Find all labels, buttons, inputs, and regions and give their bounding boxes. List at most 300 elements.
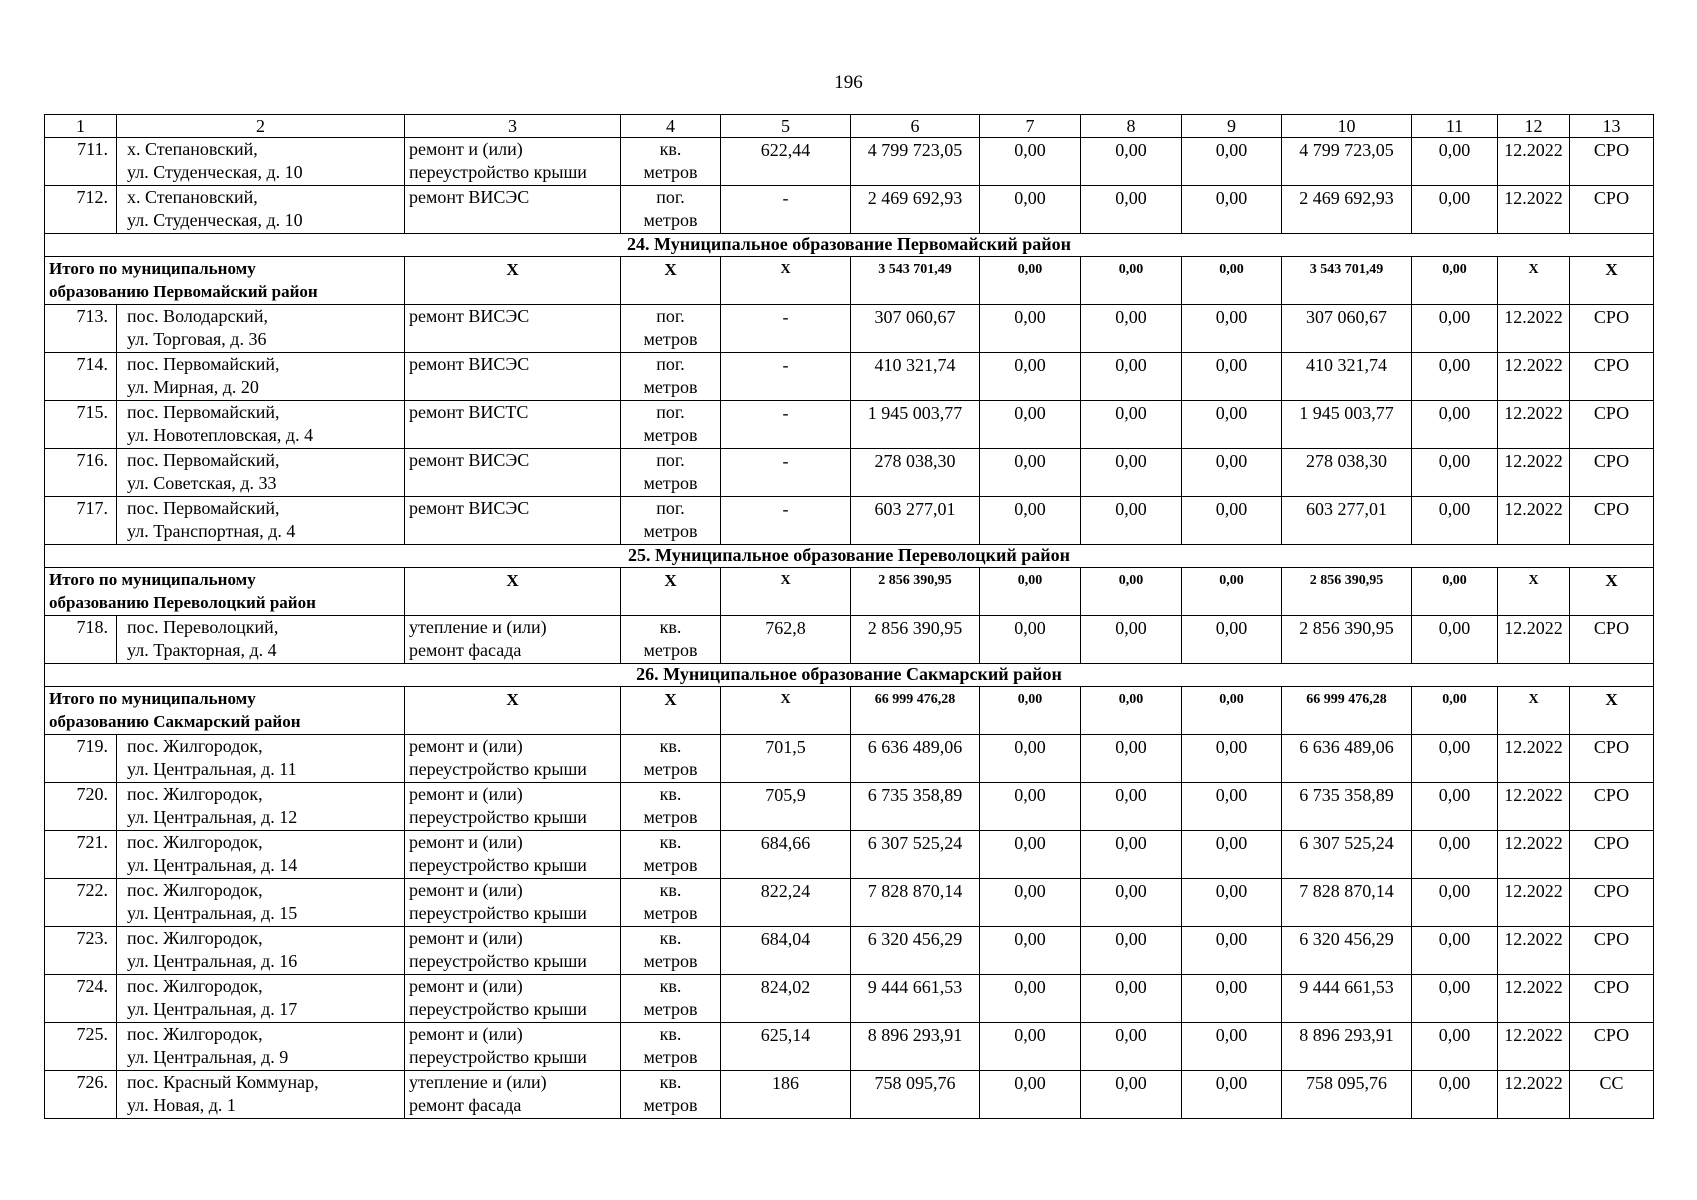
method: СС	[1570, 1071, 1654, 1119]
row-number: 722.	[45, 879, 117, 927]
completion-date: 12.2022	[1498, 879, 1570, 927]
subtotal-col7: 0,00	[980, 257, 1081, 305]
quantity: 684,04	[721, 927, 851, 975]
completion-date: 12.2022	[1498, 353, 1570, 401]
work-type-line: переустройство крыши	[409, 999, 587, 1019]
col11-value: 0,00	[1412, 138, 1498, 186]
col10-value: 307 060,67	[1282, 305, 1412, 353]
method: СРО	[1570, 401, 1654, 449]
unit-line: кв.	[659, 880, 682, 900]
address-street: ул. Тракторная, д. 4	[127, 640, 277, 660]
completion-date: 12.2022	[1498, 186, 1570, 234]
unit-line: пог.	[656, 402, 685, 422]
quantity: -	[721, 497, 851, 545]
completion-date: 12.2022	[1498, 831, 1570, 879]
method: СРО	[1570, 1023, 1654, 1071]
completion-date: 12.2022	[1498, 783, 1570, 831]
column-header: 3	[405, 115, 621, 138]
col9-value: 0,00	[1182, 616, 1282, 664]
address-street: ул. Мирная, д. 20	[127, 377, 259, 397]
work-type-line: ремонт и (или)	[409, 928, 523, 948]
total-cost: 6 735 358,89	[851, 783, 980, 831]
work-type-cell	[405, 186, 621, 234]
col9-value: 0,00	[1182, 401, 1282, 449]
capital-repair-table-container	[44, 114, 1653, 1119]
completion-date: 12.2022	[1498, 401, 1570, 449]
address-cell	[117, 497, 405, 545]
address-locality: пос. Володарский,	[127, 306, 268, 326]
subtotal-row	[45, 568, 1654, 616]
unit-cell	[621, 735, 721, 783]
col8-value: 0,00	[1081, 831, 1182, 879]
total-cost: 278 038,30	[851, 449, 980, 497]
address-street: ул. Центральная, д. 12	[127, 807, 298, 827]
col11-value: 0,00	[1412, 831, 1498, 879]
address-cell	[117, 305, 405, 353]
address-cell	[117, 975, 405, 1023]
subtotal-label-line: Итого по муниципальному	[49, 689, 256, 708]
col10-value: 6 307 525,24	[1282, 831, 1412, 879]
subtotal-col11: 0,00	[1412, 568, 1498, 616]
table-row	[45, 305, 1654, 353]
col10-value: 758 095,76	[1282, 1071, 1412, 1119]
col8-value: 0,00	[1081, 1023, 1182, 1071]
subtotal-label	[45, 257, 405, 305]
address-locality: пос. Переволоцкий,	[127, 617, 279, 637]
quantity: 705,9	[721, 783, 851, 831]
unit-line: кв.	[659, 976, 682, 996]
method: СРО	[1570, 783, 1654, 831]
col10-value: 603 277,01	[1282, 497, 1412, 545]
address-locality: пос. Жилгородок,	[127, 976, 263, 996]
unit-line: кв.	[659, 736, 682, 756]
col7-value: 0,00	[980, 879, 1081, 927]
subtotal-col9: 0,00	[1182, 568, 1282, 616]
work-type-line: утепление и (или)	[409, 617, 547, 637]
total-cost: 603 277,01	[851, 497, 980, 545]
quantity: 622,44	[721, 138, 851, 186]
subtotal-label	[45, 687, 405, 735]
unit-cell	[621, 497, 721, 545]
quantity: -	[721, 449, 851, 497]
section-title: 26. Муниципальное образование Сакмарский район	[45, 664, 1654, 687]
subtotal-col9: 0,00	[1182, 257, 1282, 305]
address-locality: пос. Первомайский,	[127, 450, 280, 470]
address-street: ул. Новая, д. 1	[127, 1095, 236, 1115]
unit-line: метров	[643, 999, 698, 1019]
work-type-line: ремонт фасада	[409, 1095, 522, 1115]
total-cost: 758 095,76	[851, 1071, 980, 1119]
col8-value: 0,00	[1081, 1071, 1182, 1119]
unit-line: кв.	[659, 832, 682, 852]
col8-value: 0,00	[1081, 879, 1182, 927]
quantity: 684,66	[721, 831, 851, 879]
method: СРО	[1570, 735, 1654, 783]
address-cell	[117, 735, 405, 783]
unit-cell	[621, 1071, 721, 1119]
col7-value: 0,00	[980, 783, 1081, 831]
work-type-cell	[405, 616, 621, 664]
row-number: 717.	[45, 497, 117, 545]
col11-value: 0,00	[1412, 401, 1498, 449]
col11-value: 0,00	[1412, 735, 1498, 783]
work-type-cell	[405, 735, 621, 783]
col9-value: 0,00	[1182, 1023, 1282, 1071]
address-cell	[117, 1023, 405, 1071]
col11-value: 0,00	[1412, 783, 1498, 831]
row-number: 721.	[45, 831, 117, 879]
section-header-row	[45, 664, 1654, 687]
row-number: 718.	[45, 616, 117, 664]
subtotal-label-line: образованию Сакмарский район	[49, 712, 301, 731]
total-cost: 9 444 661,53	[851, 975, 980, 1023]
col10-value: 410 321,74	[1282, 353, 1412, 401]
address-cell	[117, 1071, 405, 1119]
total-cost: 1 945 003,77	[851, 401, 980, 449]
quantity: -	[721, 353, 851, 401]
quantity: -	[721, 401, 851, 449]
section-header-row	[45, 234, 1654, 257]
column-header: 6	[851, 115, 980, 138]
col11-value: 0,00	[1412, 879, 1498, 927]
col7-value: 0,00	[980, 1071, 1081, 1119]
subtotal-col9: 0,00	[1182, 687, 1282, 735]
address-locality: пос. Первомайский,	[127, 354, 280, 374]
col11-value: 0,00	[1412, 1071, 1498, 1119]
subtotal-date-x: X	[1498, 687, 1570, 735]
row-number: 724.	[45, 975, 117, 1023]
table-row	[45, 831, 1654, 879]
unit-line: метров	[643, 473, 698, 493]
unit-cell	[621, 186, 721, 234]
work-type-line: ремонт и (или)	[409, 880, 523, 900]
method: СРО	[1570, 975, 1654, 1023]
unit-line: метров	[643, 807, 698, 827]
subtotal-col8: 0,00	[1081, 257, 1182, 305]
work-type-line: ремонт ВИСТС	[409, 402, 529, 422]
col9-value: 0,00	[1182, 975, 1282, 1023]
subtotal-qty-x: X	[721, 687, 851, 735]
address-cell	[117, 927, 405, 975]
unit-line: кв.	[659, 928, 682, 948]
col7-value: 0,00	[980, 975, 1081, 1023]
work-type-cell	[405, 497, 621, 545]
unit-line: пог.	[656, 354, 685, 374]
col7-value: 0,00	[980, 353, 1081, 401]
column-header: 13	[1570, 115, 1654, 138]
work-type-line: переустройство крыши	[409, 807, 587, 827]
unit-line: метров	[643, 210, 698, 230]
col9-value: 0,00	[1182, 927, 1282, 975]
table-row	[45, 401, 1654, 449]
subtotal-work-x: X	[405, 687, 621, 735]
address-cell	[117, 449, 405, 497]
total-cost: 4 799 723,05	[851, 138, 980, 186]
col11-value: 0,00	[1412, 616, 1498, 664]
work-type-cell	[405, 449, 621, 497]
column-header: 5	[721, 115, 851, 138]
method: СРО	[1570, 831, 1654, 879]
work-type-line: ремонт и (или)	[409, 976, 523, 996]
unit-line: метров	[643, 903, 698, 923]
work-type-cell	[405, 1023, 621, 1071]
col9-value: 0,00	[1182, 1071, 1282, 1119]
row-number: 719.	[45, 735, 117, 783]
method: СРО	[1570, 449, 1654, 497]
address-cell	[117, 879, 405, 927]
unit-line: метров	[643, 1047, 698, 1067]
address-locality: пос. Жилгородок,	[127, 880, 263, 900]
unit-line: метров	[643, 640, 698, 660]
row-number: 714.	[45, 353, 117, 401]
subtotal-label-line: образованию Переволоцкий район	[49, 593, 316, 612]
work-type-line: ремонт ВИСЭС	[409, 306, 530, 326]
work-type-cell	[405, 879, 621, 927]
unit-line: метров	[643, 855, 698, 875]
unit-line: кв.	[659, 1024, 682, 1044]
subtotal-total-cost: 3 543 701,49	[851, 257, 980, 305]
column-header: 1	[45, 115, 117, 138]
unit-line: метров	[643, 377, 698, 397]
quantity: -	[721, 305, 851, 353]
work-type-line: ремонт и (или)	[409, 832, 523, 852]
column-header: 12	[1498, 115, 1570, 138]
table-row	[45, 1023, 1654, 1071]
work-type-line: ремонт фасада	[409, 640, 522, 660]
col9-value: 0,00	[1182, 353, 1282, 401]
col8-value: 0,00	[1081, 616, 1182, 664]
total-cost: 6 307 525,24	[851, 831, 980, 879]
row-number: 711.	[45, 138, 117, 186]
completion-date: 12.2022	[1498, 497, 1570, 545]
address-cell	[117, 783, 405, 831]
unit-line: метров	[643, 521, 698, 541]
address-street: ул. Центральная, д. 17	[127, 999, 298, 1019]
subtotal-method-x: X	[1570, 687, 1654, 735]
completion-date: 12.2022	[1498, 138, 1570, 186]
quantity: 824,02	[721, 975, 851, 1023]
table-row	[45, 138, 1654, 186]
unit-line: метров	[643, 951, 698, 971]
col7-value: 0,00	[980, 1023, 1081, 1071]
column-header-row	[45, 115, 1654, 138]
method: СРО	[1570, 879, 1654, 927]
work-type-cell	[405, 401, 621, 449]
table-row	[45, 186, 1654, 234]
subtotal-method-x: X	[1570, 568, 1654, 616]
column-header: 9	[1182, 115, 1282, 138]
unit-cell	[621, 305, 721, 353]
page-number: 196	[834, 72, 863, 93]
work-type-line: ремонт ВИСЭС	[409, 498, 530, 518]
work-type-line: ремонт ВИСЭС	[409, 450, 530, 470]
work-type-line: переустройство крыши	[409, 903, 587, 923]
row-number: 720.	[45, 783, 117, 831]
subtotal-label	[45, 568, 405, 616]
work-type-line: ремонт ВИСЭС	[409, 354, 530, 374]
unit-line: метров	[643, 162, 698, 182]
subtotal-unit-x: X	[621, 687, 721, 735]
address-locality: пос. Первомайский,	[127, 402, 280, 422]
unit-line: пог.	[656, 450, 685, 470]
table-row	[45, 783, 1654, 831]
unit-cell	[621, 927, 721, 975]
table-row	[45, 879, 1654, 927]
subtotal-unit-x: X	[621, 257, 721, 305]
quantity: 701,5	[721, 735, 851, 783]
subtotal-label-line: образованию Первомайский район	[49, 282, 318, 301]
subtotal-work-x: X	[405, 568, 621, 616]
unit-cell	[621, 831, 721, 879]
completion-date: 12.2022	[1498, 616, 1570, 664]
subtotal-total-cost: 66 999 476,28	[851, 687, 980, 735]
address-locality: пос. Жилгородок,	[127, 928, 263, 948]
row-number: 716.	[45, 449, 117, 497]
address-cell	[117, 401, 405, 449]
method: СРО	[1570, 927, 1654, 975]
total-cost: 2 856 390,95	[851, 616, 980, 664]
completion-date: 12.2022	[1498, 975, 1570, 1023]
column-header: 11	[1412, 115, 1498, 138]
address-street: ул. Центральная, д. 15	[127, 903, 298, 923]
subtotal-row	[45, 687, 1654, 735]
col8-value: 0,00	[1081, 305, 1182, 353]
table-body	[45, 115, 1654, 1119]
method: СРО	[1570, 353, 1654, 401]
row-number: 723.	[45, 927, 117, 975]
column-header: 7	[980, 115, 1081, 138]
unit-line: кв.	[659, 1072, 682, 1092]
col8-value: 0,00	[1081, 735, 1182, 783]
work-type-line: утепление и (или)	[409, 1072, 547, 1092]
address-locality: пос. Жилгородок,	[127, 736, 263, 756]
col7-value: 0,00	[980, 449, 1081, 497]
completion-date: 12.2022	[1498, 1023, 1570, 1071]
work-type-cell	[405, 831, 621, 879]
col7-value: 0,00	[980, 138, 1081, 186]
subtotal-col8: 0,00	[1081, 568, 1182, 616]
address-street: ул. Транспортная, д. 4	[127, 521, 296, 541]
row-number: 715.	[45, 401, 117, 449]
address-locality: пос. Жилгородок,	[127, 784, 263, 804]
address-street: ул. Студенческая, д. 10	[127, 162, 303, 182]
col9-value: 0,00	[1182, 831, 1282, 879]
col10-value: 278 038,30	[1282, 449, 1412, 497]
address-cell	[117, 831, 405, 879]
method: СРО	[1570, 497, 1654, 545]
address-locality: х. Степановский,	[127, 139, 258, 159]
subtotal-label-line: Итого по муниципальному	[49, 570, 256, 589]
section-title: 25. Муниципальное образование Переволоцкий район	[45, 545, 1654, 568]
subtotal-date-x: X	[1498, 568, 1570, 616]
subtotal-col11: 0,00	[1412, 257, 1498, 305]
unit-line: кв.	[659, 784, 682, 804]
subtotal-qty-x: X	[721, 257, 851, 305]
col9-value: 0,00	[1182, 449, 1282, 497]
work-type-line: переустройство крыши	[409, 759, 587, 779]
col8-value: 0,00	[1081, 186, 1182, 234]
work-type-line: переустройство крыши	[409, 1047, 587, 1067]
address-street: ул. Новотепловская, д. 4	[127, 425, 314, 445]
col10-value: 7 828 870,14	[1282, 879, 1412, 927]
address-street: ул. Студенческая, д. 10	[127, 210, 303, 230]
unit-line: метров	[643, 1095, 698, 1115]
subtotal-col7: 0,00	[980, 568, 1081, 616]
unit-line: пог.	[656, 498, 685, 518]
table-row	[45, 975, 1654, 1023]
completion-date: 12.2022	[1498, 449, 1570, 497]
completion-date: 12.2022	[1498, 927, 1570, 975]
col10-value: 6 636 489,06	[1282, 735, 1412, 783]
column-header: 2	[117, 115, 405, 138]
subtotal-total-cost: 2 856 390,95	[851, 568, 980, 616]
subtotal-unit-x: X	[621, 568, 721, 616]
col8-value: 0,00	[1081, 401, 1182, 449]
quantity: 762,8	[721, 616, 851, 664]
col10-value: 6 320 456,29	[1282, 927, 1412, 975]
subtotal-col10: 66 999 476,28	[1282, 687, 1412, 735]
total-cost: 410 321,74	[851, 353, 980, 401]
total-cost: 6 320 456,29	[851, 927, 980, 975]
subtotal-col10: 3 543 701,49	[1282, 257, 1412, 305]
col8-value: 0,00	[1081, 138, 1182, 186]
table-row	[45, 353, 1654, 401]
unit-line: метров	[643, 759, 698, 779]
work-type-line: ремонт и (или)	[409, 736, 523, 756]
capital-repair-table	[44, 114, 1654, 1119]
col8-value: 0,00	[1081, 975, 1182, 1023]
section-header-row	[45, 545, 1654, 568]
column-header: 8	[1081, 115, 1182, 138]
column-header: 4	[621, 115, 721, 138]
col11-value: 0,00	[1412, 497, 1498, 545]
work-type-cell	[405, 305, 621, 353]
col8-value: 0,00	[1081, 783, 1182, 831]
unit-cell	[621, 353, 721, 401]
total-cost: 7 828 870,14	[851, 879, 980, 927]
table-row	[45, 927, 1654, 975]
address-locality: пос. Жилгородок,	[127, 1024, 263, 1044]
work-type-cell	[405, 783, 621, 831]
col7-value: 0,00	[980, 186, 1081, 234]
quantity: 822,24	[721, 879, 851, 927]
work-type-line: переустройство крыши	[409, 162, 587, 182]
table-row	[45, 616, 1654, 664]
section-title: 24. Муниципальное образование Первомайский район	[45, 234, 1654, 257]
col9-value: 0,00	[1182, 735, 1282, 783]
col11-value: 0,00	[1412, 353, 1498, 401]
completion-date: 12.2022	[1498, 1071, 1570, 1119]
unit-cell	[621, 783, 721, 831]
col11-value: 0,00	[1412, 975, 1498, 1023]
subtotal-col10: 2 856 390,95	[1282, 568, 1412, 616]
total-cost: 8 896 293,91	[851, 1023, 980, 1071]
col7-value: 0,00	[980, 401, 1081, 449]
unit-cell	[621, 401, 721, 449]
method: СРО	[1570, 305, 1654, 353]
address-street: ул. Торговая, д. 36	[127, 329, 267, 349]
subtotal-label-line: Итого по муниципальному	[49, 259, 256, 278]
subtotal-qty-x: X	[721, 568, 851, 616]
col7-value: 0,00	[980, 831, 1081, 879]
table-row	[45, 449, 1654, 497]
quantity: 186	[721, 1071, 851, 1119]
subtotal-col8: 0,00	[1081, 687, 1182, 735]
completion-date: 12.2022	[1498, 305, 1570, 353]
col7-value: 0,00	[980, 497, 1081, 545]
address-locality: х. Степановский,	[127, 187, 258, 207]
col7-value: 0,00	[980, 305, 1081, 353]
